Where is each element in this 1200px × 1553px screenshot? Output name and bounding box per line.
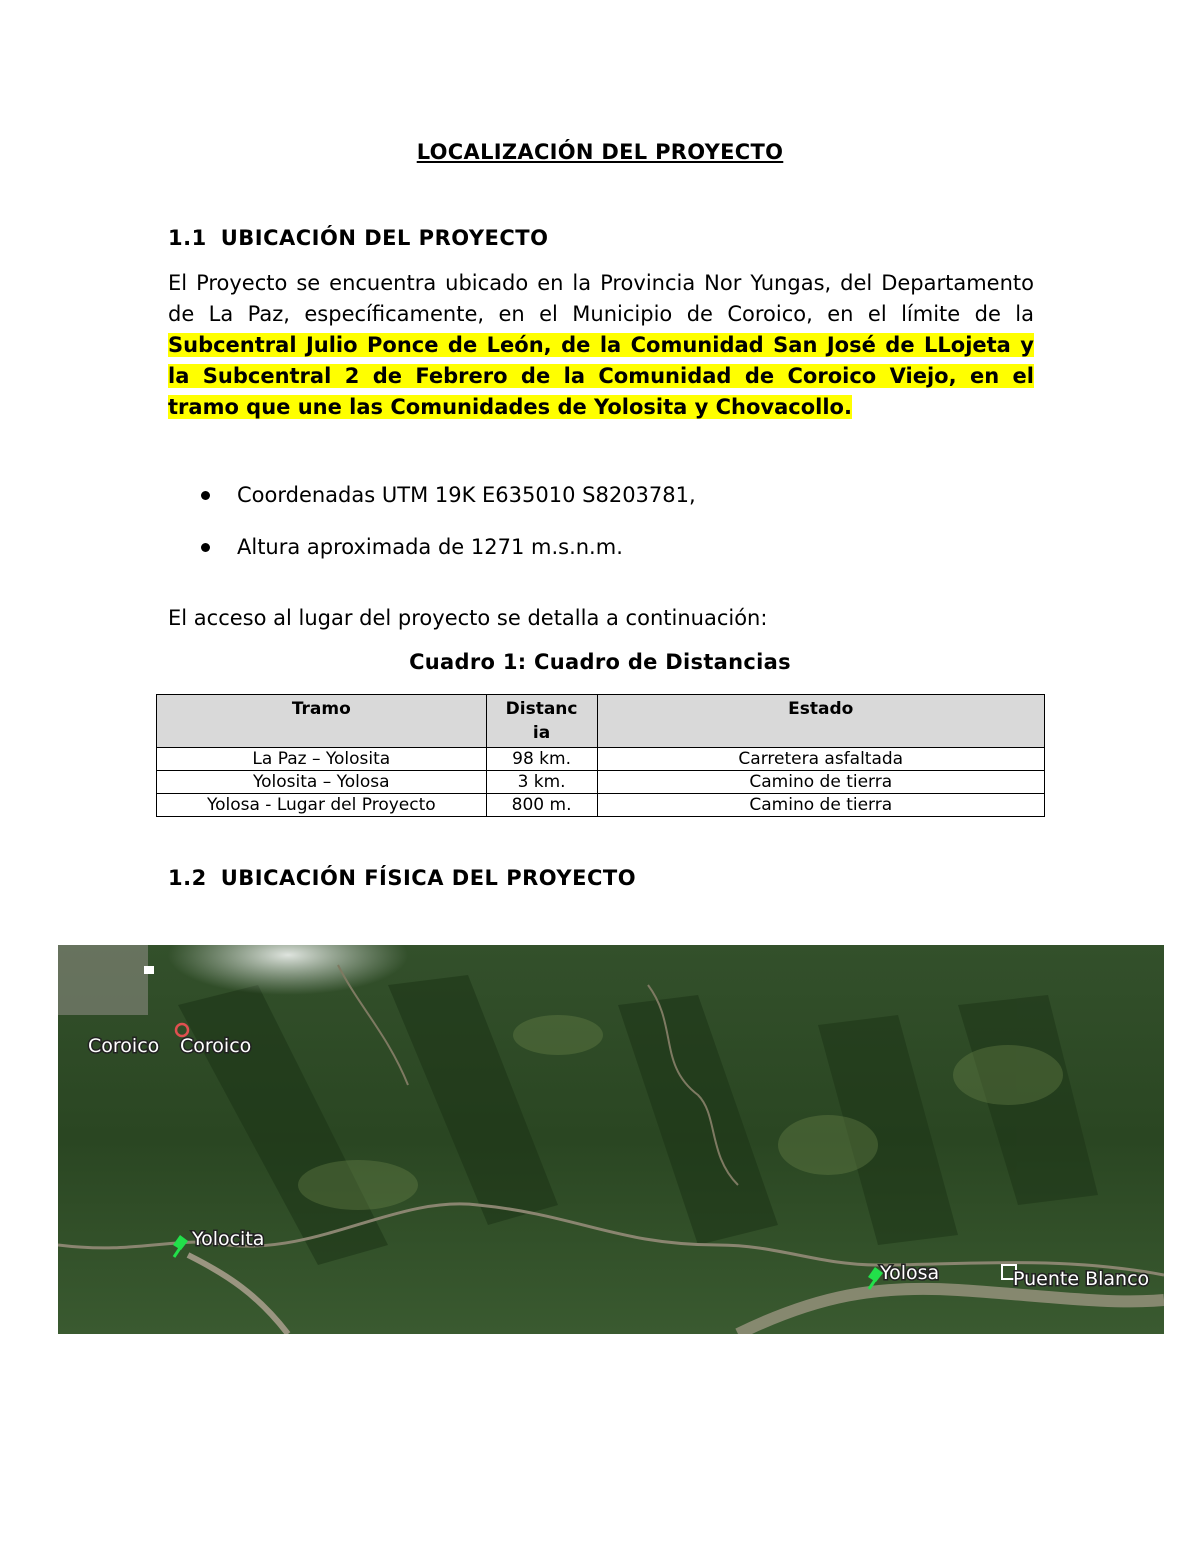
header-cell: Tramo (157, 695, 487, 748)
highlighted-text: Subcentral Julio Ponce de León, de la Comunidad San José de LLojeta y la Subcentral 2 de Febrero de la Comunidad de Coroico Viejo, en el tramo que une las Comunidades de Yolosita y Chovacollo. (168, 333, 1034, 419)
distance-table (156, 694, 1045, 817)
table-row (157, 748, 1045, 771)
town-area (58, 945, 148, 1015)
location-paragraph (168, 268, 1034, 423)
section-title: UBICACIÓN DEL PROYECTO (220, 226, 549, 250)
table-row (157, 794, 1045, 817)
bullet-text: Coordenadas UTM 19K E635010 S8203781, (237, 483, 696, 507)
table-header-row (157, 695, 1045, 748)
page-title: LOCALIZACIÓN DEL PROYECTO (416, 140, 784, 164)
header-text: Distanc ia (505, 699, 578, 743)
map-label-coroico: Coroico (180, 1035, 252, 1057)
section-number: 1.2 (168, 866, 207, 890)
bullet-list (196, 478, 696, 582)
bullet-icon (201, 543, 210, 552)
table-cell: Camino de tierra (597, 771, 1044, 794)
satellite-map (58, 945, 1164, 1334)
section-number: 1.1 (168, 226, 207, 250)
table-row (157, 771, 1045, 794)
table-cell: Yolosita – Yolosa (157, 771, 487, 794)
section-heading-2 (168, 866, 636, 890)
table-cell: Yolosa - Lugar del Proyecto (157, 794, 487, 817)
building-icon (144, 966, 154, 974)
table-cell: Camino de tierra (597, 794, 1044, 817)
table-caption: Cuadro 1: Cuadro de Distancias (409, 650, 791, 674)
list-item (196, 530, 696, 582)
satellite-image (58, 945, 1164, 1334)
map-label-yolosa: Yolosa (880, 1262, 940, 1284)
map-label-coroico: Coroico (88, 1035, 160, 1057)
table-cell: Carretera asfaltada (597, 748, 1044, 771)
table-cell: La Paz – Yolosita (157, 748, 487, 771)
paragraph-text: El Proyecto se encuentra ubicado en la Provincia Nor Yungas, del Departamento de La Paz, específicamente, en el Municipio de Coroico, en el límite de la (168, 271, 1034, 326)
list-item (196, 478, 696, 530)
map-label-yolocita: Yolocita (192, 1228, 265, 1250)
access-text: El acceso al lugar del proyecto se detalla a continuación: (168, 606, 768, 630)
bullet-text: Altura aproximada de 1271 m.s.n.m. (237, 535, 623, 559)
map-label-puente-blanco: Puente Blanco (1013, 1268, 1150, 1290)
header-cell: Estado (597, 695, 1044, 748)
table-cell: 800 m. (486, 794, 597, 817)
header-cell (486, 695, 597, 748)
table-cell: 98 km. (486, 748, 597, 771)
bullet-icon (201, 491, 210, 500)
section-title: UBICACIÓN FÍSICA DEL PROYECTO (220, 866, 637, 890)
table-cell: 3 km. (486, 771, 597, 794)
section-heading-1 (168, 226, 548, 250)
